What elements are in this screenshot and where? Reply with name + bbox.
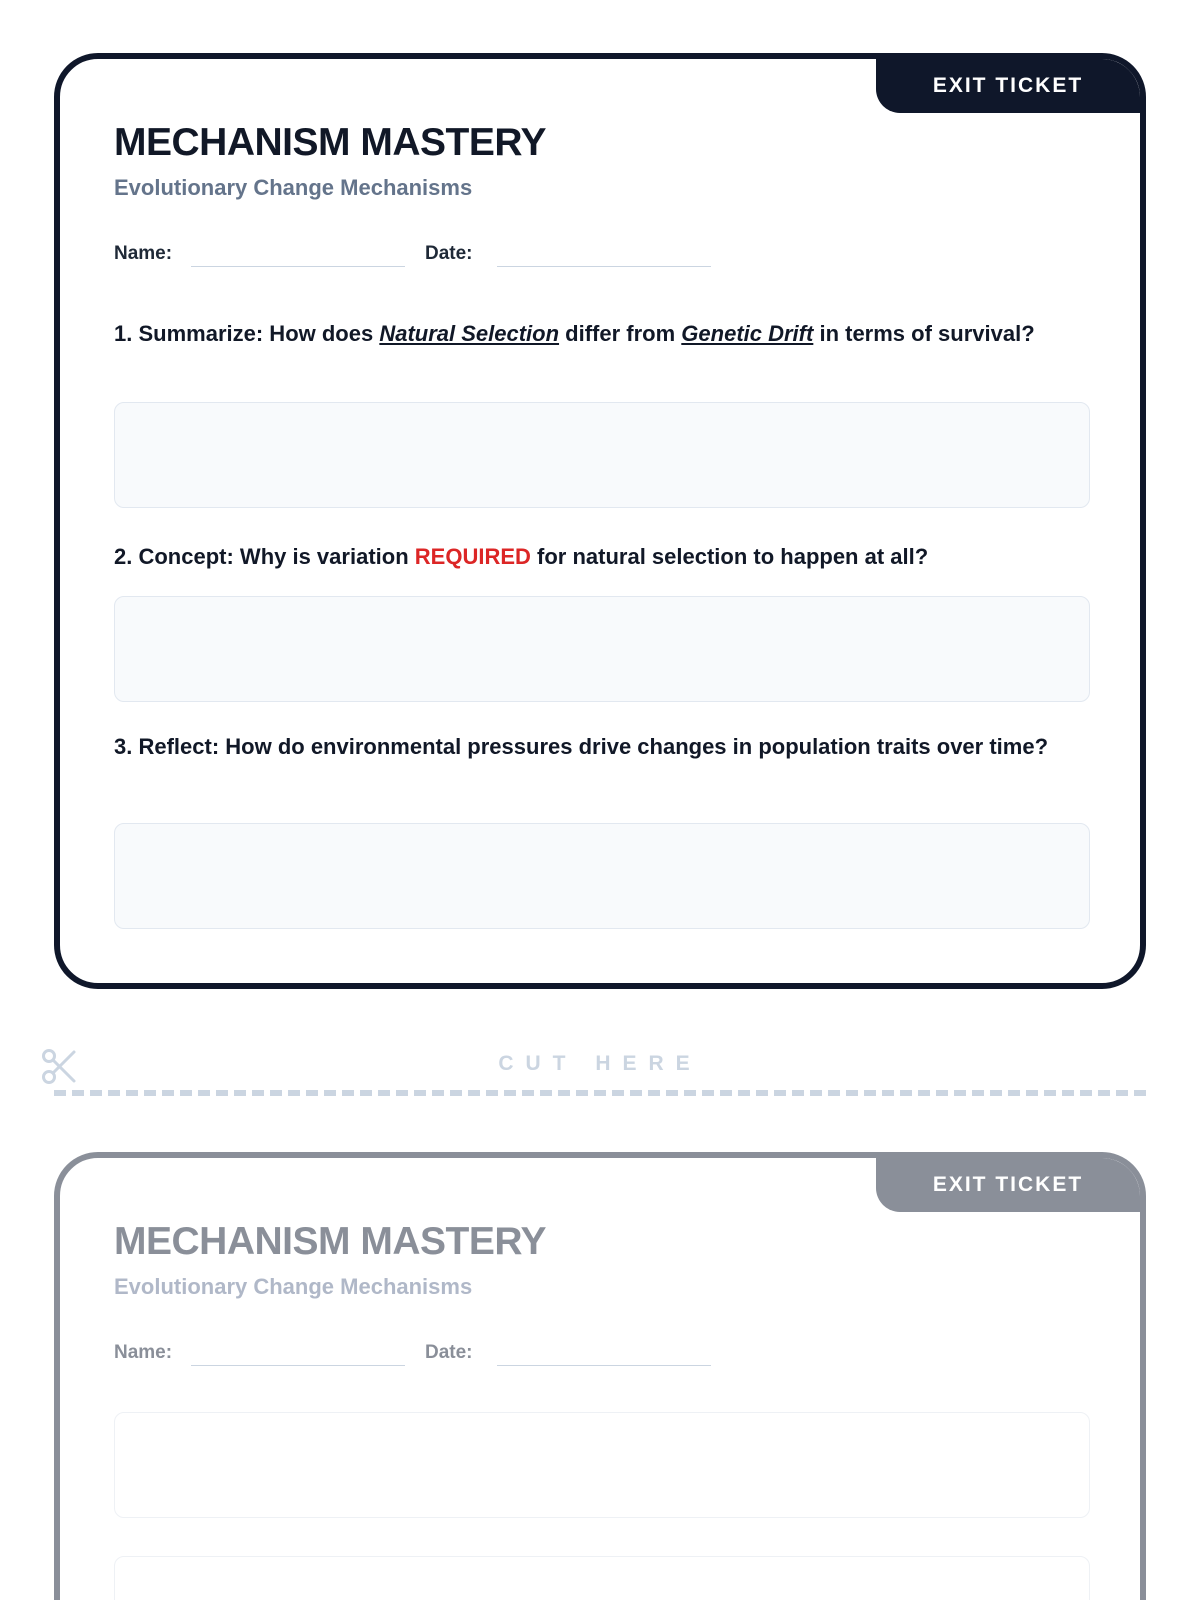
question-number: 1. bbox=[114, 321, 133, 346]
ticket-title: MECHANISM MASTERY bbox=[114, 121, 547, 164]
answer-box-1[interactable] bbox=[114, 402, 1090, 508]
question-text: Concept: Why is variation bbox=[138, 544, 409, 569]
answer-box-2[interactable] bbox=[114, 1556, 1090, 1600]
name-label: Name: bbox=[114, 243, 173, 264]
exit-ticket-card-copy bbox=[54, 1152, 1146, 1600]
exit-ticket-card bbox=[54, 53, 1146, 989]
ticket-subtitle: Evolutionary Change Mechanisms bbox=[114, 1274, 473, 1299]
question-text: Summarize: How does bbox=[138, 321, 374, 346]
question-3 bbox=[114, 730, 1074, 764]
name-field[interactable] bbox=[191, 266, 405, 267]
question-text: for natural selection to happen at all? bbox=[537, 544, 929, 569]
date-label: Date: bbox=[425, 243, 473, 264]
exit-ticket-badge: EXIT TICKET bbox=[876, 59, 1140, 113]
exit-ticket-badge: EXIT TICKET bbox=[876, 1158, 1140, 1212]
question-2 bbox=[114, 540, 1074, 574]
answer-box-3[interactable] bbox=[114, 823, 1090, 929]
term-natural-selection: Natural Selection bbox=[379, 321, 560, 346]
term-genetic-drift: Genetic Drift bbox=[681, 321, 814, 346]
date-label: Date: bbox=[425, 1342, 473, 1363]
date-field[interactable] bbox=[497, 1365, 711, 1366]
question-number: 2. bbox=[114, 544, 133, 569]
cut-guide bbox=[0, 1040, 1200, 1100]
date-field[interactable] bbox=[497, 266, 711, 267]
question-1 bbox=[114, 317, 1074, 351]
ticket-subtitle: Evolutionary Change Mechanisms bbox=[114, 175, 473, 200]
name-label: Name: bbox=[114, 1342, 173, 1363]
question-text: in terms of survival? bbox=[819, 321, 1035, 346]
question-text: differ from bbox=[565, 321, 676, 346]
ticket-title: MECHANISM MASTERY bbox=[114, 1220, 547, 1263]
dashed-cut-line bbox=[54, 1090, 1146, 1096]
cut-here-label: CUT HERE bbox=[498, 1052, 702, 1075]
answer-box-2[interactable] bbox=[114, 596, 1090, 702]
question-number: 3. bbox=[114, 734, 133, 759]
name-field[interactable] bbox=[191, 1365, 405, 1366]
required-emphasis: REQUIRED bbox=[414, 544, 531, 569]
answer-box-1[interactable] bbox=[114, 1412, 1090, 1518]
question-text: Reflect: How do environmental pressures drive changes in population traits over time? bbox=[138, 734, 1049, 759]
